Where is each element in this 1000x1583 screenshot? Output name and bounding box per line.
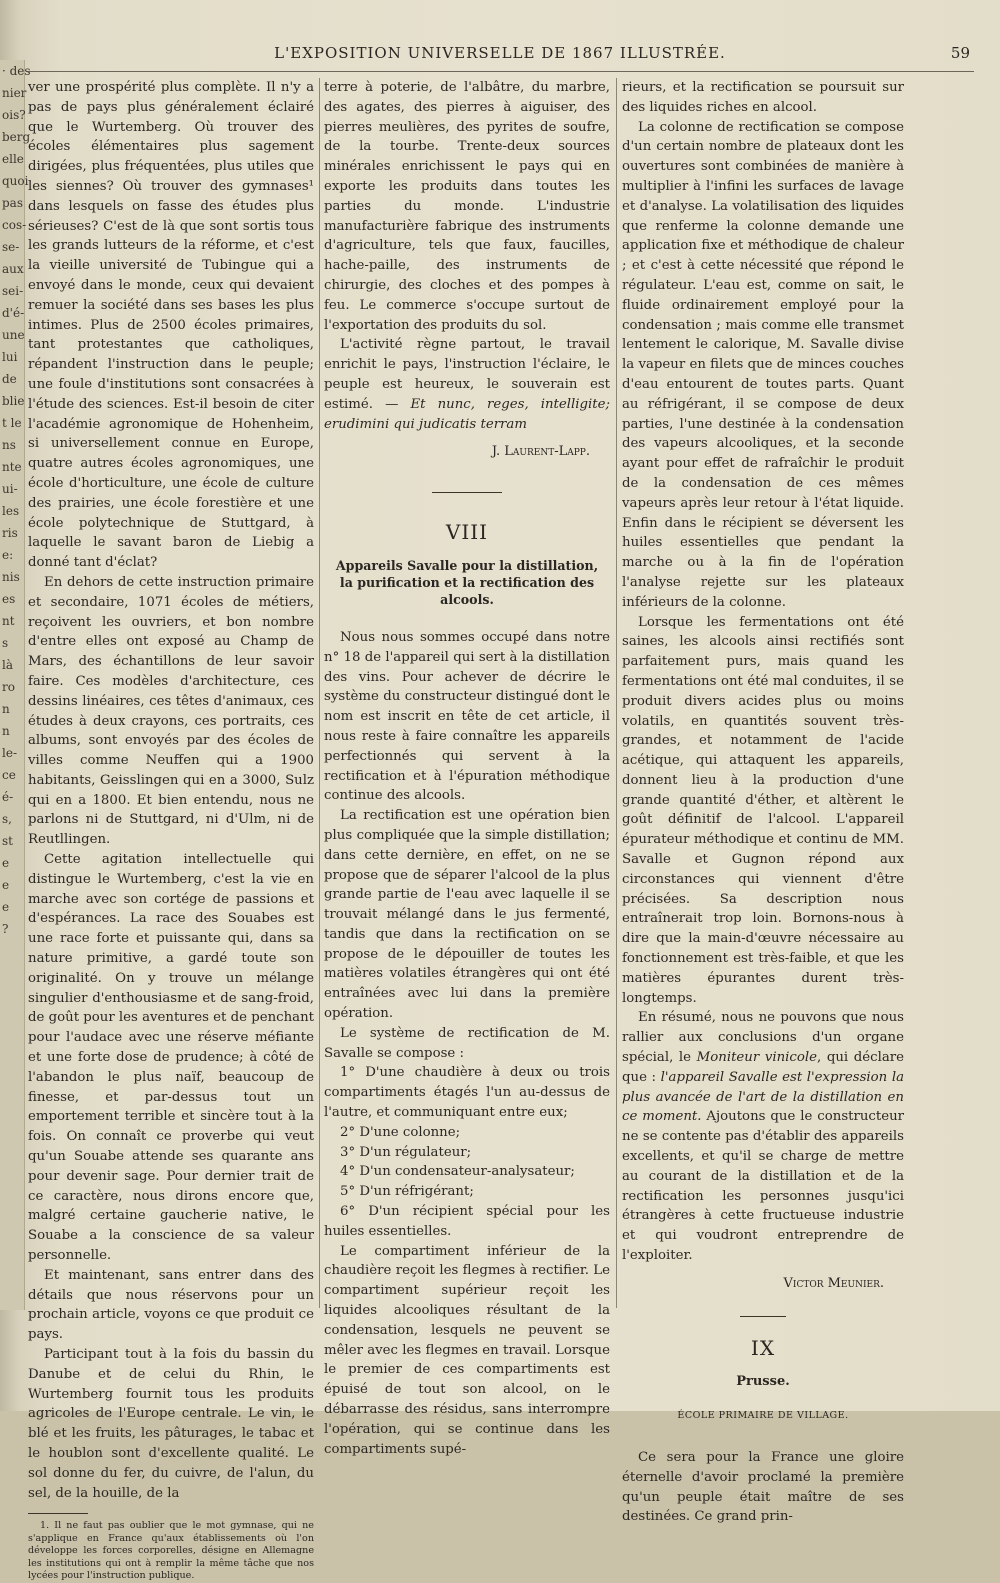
col1-paragraph-5: Participant tout à la fois du bassin du Danube et de celui du Rhin, le Wurtemberg fournit tous les produits agricoles de l'Europe centrale. Le vin, le blé et les fruits, les pâturages, le tabac et le houblon sont d'excellente qualité. Le sol donne du fer, du cuivre, de l'alun, du sel, de la houille, de la — [28, 1347, 314, 1501]
gutter-fragment: e: — [2, 548, 14, 562]
gutter-fragment: st — [2, 834, 13, 848]
gutter-fragment: cos- — [2, 218, 27, 232]
col1-paragraph-1: ver une prospérité plus complète. Il n'y a pas de pays plus généralement éclairé que le Wurtemberg. Où trouver des écoles élémentaires plus sagement dirigées, plus fréquentées, plus utiles que les siennes? Où trouver des gymnases¹ dans lesquels on fasse des études plus sérieuses? C'est de là que sont sortis tous les grands lutteurs de la réforme, et c'est la vieille université de Tubingue qui a envoyé dans le monde, ceux qui devaient remuer la société dans ses bases les plus intimes. Plus de 2500 écoles primaires, tant protestantes que catholiques, répandent l'instruction dans le peuple; une foule d'institutions sont consacrées à l'étude des sciences. Est-il besoin de citer l'académie agronomique de Hohenheim, si universellement connue en Europe, quatre autres écoles agronomiques, une école d'horticulture, une école de culture des prairies, une école forestière et une école polytechnique de Stuttgard, à laquelle le savant baron de Liebig a donné tant d'éclat? — [28, 80, 314, 571]
col3-paragraph-4 — [622, 1008, 904, 1265]
journal-quote: l'appareil Savalle est l'expression la plus avancée de l'art de la distillation en ce moment. — [622, 1069, 904, 1125]
gutter-fragment: s — [2, 636, 9, 650]
running-head — [30, 44, 970, 70]
gutter-fragment: ? — [2, 922, 9, 936]
section-subtitle: ÉCOLE PRIMAIRE DE VILLAGE. — [677, 1410, 849, 1422]
col1-paragraph-2: En dehors de cette instruction primaire et secondaire, 1071 écoles de métiers, reçoivent les ouvriers, et bon nombre d'entre elles ont exposé au Champ de Mars, des échantillons de leur savoir faire. Ces modèles d'architecture, ces dessins linéaires, ces têtes d'animaux, ces études à deux crayons, ces portraits, ces albums, sont envoyés par des écoles de villes comme Neuffen qui a 1900 habitants, Geisslingen qui en a 3000, Sulz qui en a 1800. Et bien entendu, nous ne parlons ni de Stuttgard, ni d'Ulm, ni de Reutllingen. — [28, 574, 314, 848]
list-item: 5° D'un réfrigérant; — [340, 1184, 474, 1200]
section-number-viii: VIII — [445, 520, 489, 545]
col3-paragraph-3: Lorsque les fermentations ont été saines, les alcools ainsi rectifiés sont parfaitement purs, mais quand les fermentations ont été mal conduites, il se produit divers acides plus ou moins volatils, en quantités souvent très-grandes, et notamment de l'acide acétique, qui attaquent les appareils, donnent lieu à la production d'une grande quantité d'éther, et altèrent le goût définitif de l'alcool. L'appareil épurateur méthodique et continu de MM. Savalle et Gugnon répond aux circonstances qui viennent d'être précisées. Sa description nous entraînerait trop loin. Bornons-nous à dire que la main-d'œuvre nécessaire au fonctionnement est très-faible, et que les matières épurantes durent très-longtemps. — [622, 614, 904, 1006]
section-separator — [432, 492, 502, 493]
gutter-fragment: se- — [2, 240, 20, 254]
col3-paragraph-5: Ce sera pour la France une gloire éternelle d'avoir proclamé la première qu'un peuple était maître de ses destinées. Ce grand prin- — [622, 1450, 904, 1525]
col2-paragraph-6: Le compartiment inférieur de la chaudière reçoit les flegmes à rectifier. Le compartiment supérieur reçoit les liquides alcooliques résultant de la condensation, lesquels ne peuvent se mêler avec les flegmes en travail. Lorsque le premier de ces compartiments est épuisé de tout son alcool, on le débarrasse des résidus, sans interrompre l'opération, qui se continue dans les compartiments supé- — [324, 1243, 610, 1457]
gutter-fragment: n — [2, 702, 10, 716]
gutter-fragment: es — [2, 592, 16, 606]
gutter-fragment: sei- — [2, 284, 24, 298]
journal-name: Moniteur vinicole — [696, 1050, 817, 1066]
gutter-fragment: ro — [2, 680, 15, 694]
col3-p4-text-c: Ajoutons que le constructeur ne se contente pas d'établir des appareils excellents, et qu'il se charge de mettre au courant de la distillation et de la rectification les personnes jusqu'ici étrangères à cette fructueuse industrie et qui voudront entreprendre de l'exploiter. — [622, 1109, 904, 1264]
gutter-fragment: n — [2, 724, 10, 738]
header-rule — [28, 71, 974, 72]
col3-p4-text-b: , qui déclare que : — [622, 1050, 904, 1085]
gutter-fragment: e — [2, 856, 10, 870]
col2-paragraph-2-text: L'activité règne partout, le travail enrichit le pays, l'instruction l'éclaire, le peuple est heureux, le souverain est estimé. — — [324, 337, 610, 412]
gutter-fragment: lui — [2, 350, 18, 364]
col3-p4-text-a: En résumé, nous ne pouvons que nous rallier aux conclusions d'un organe spécial, le — [622, 1010, 904, 1066]
section-title-savalle: Appareils Savalle pour la distillation, la purification et la rectification des alcools. — [335, 557, 599, 607]
running-title: L'EXPOSITION UNIVERSELLE DE 1867 ILLUSTRÉE. — [274, 44, 726, 62]
page-number: 59 — [950, 44, 970, 62]
latin-quote: Et nunc, reges, intelligite; erudimini qui judicatis terram — [324, 396, 610, 432]
list-item: 6° D'un récipient spécial pour les huiles essentielles. — [324, 1204, 610, 1239]
col1-paragraph-3: Cette agitation intellectuelle qui distingue le Wurtemberg, c'est la vie en marche avec son cortége de passions et d'espérances. La race des Souabes est une race forte et puissante qui, dans sa nature primitive, a gardé toute son originalité. On y trouve un mélange singulier d'enthousiasme et de sang-froid, de goût pour les aventures et de penchant pour l'audace avec une réserve méfiante et une forte dose de prudence; à côté de l'abandon le plus naïf, beaucoup de finesse, et par-dessus tout un emportement terrible et sincère tout à la fois. On connaît ce proverbe qui veut qu'un Souabe attende ses quarante ans pour devenir sage. Pour dernier trait de ce caractère, nous dirons encore que, malgré certaine gaucherie native, le Souabe a la conscience de sa valeur personnelle. — [28, 852, 314, 1264]
column-3 — [622, 78, 904, 1525]
col2-paragraph-2 — [324, 335, 610, 434]
column-rule-2 — [616, 78, 617, 1308]
gutter-fragment: t le — [2, 416, 22, 430]
signature-victor-meunier: Victor Meunier. — [783, 1275, 884, 1291]
gutter-fragment: ris — [2, 526, 18, 540]
col2-paragraph-4: La rectification est une opération bien plus compliquée que la simple distillation; dans cette dernière, en effet, on ne se propose que de séparer l'alcool de la plus grande partie de l'eau avec laquelle il se trouvait mélangé dans le jus fermenté, tandis que dans la rectification on se propose de le dépouiller de toutes les matières volatiles étrangères qui ont été entraînées avec lui dans la première opération. — [324, 808, 610, 1022]
gutter-fragment: ui- — [2, 482, 18, 496]
list-item: 4° D'un condensateur-analysateur; — [340, 1164, 575, 1180]
gutter-fragment: ce — [2, 768, 16, 782]
adjacent-page-gutter — [0, 60, 31, 1310]
section-number-ix: IX — [750, 1335, 776, 1360]
gutter-fragment: nier — [2, 86, 27, 100]
section-title-prusse: Prusse. — [736, 1374, 790, 1390]
gutter-fragment: les — [2, 504, 20, 518]
gutter-fragment: nt — [2, 614, 15, 628]
gutter-fragment: ns — [2, 438, 16, 452]
signature-laurent-lapp: J. Laurent-Lapp. — [491, 444, 590, 460]
col2-paragraph-1: terre à poterie, de l'albâtre, du marbre, des agates, des pierres à aiguiser, des pierres meulières, des pyrites de soufre, de la tourbe. Trente-deux sources minérales enrichissent le pays qui en exporte les produits dans toutes les parties du monde. L'industrie manufacturière fabrique des instruments d'agriculture, tels que faux, faucilles, hache-paille, des instruments de chirurgie, des cloches et des pompes à feu. Le commerce s'occupe surtout de l'exportation des produits du sol. — [324, 80, 610, 333]
gutter-fragment: pas — [2, 196, 23, 210]
col2-paragraph-5: Le système de rectification de M. Savalle se compose : — [324, 1025, 610, 1061]
gutter-fragment: là — [2, 658, 13, 672]
gutter-fragment: berg — [2, 130, 31, 144]
col3-paragraph-2: La colonne de rectification se compose d'un certain nombre de plateaux dont les ouvertures sont combinées de manière à multiplier à l'infini les surfaces de lavage et d'analyse. La volatilisation des liquides que renferme la colonne demande une application fixe et méthodique de chaleur ; et c'est à cette nécessité que répond le régulateur. L'eau est, comme on sait, le fluide ordinairement employé pour la condensation ; mais comme elle transmet lentement le calorique, M. Savalle divise la vapeur en filets que de minces couches d'eau entourent de toutes parts. Quant au réfrigérant, il se compose de deux parties, l'une destinée à la condensation des vapeurs alcooliques, et la seconde ayant pour effet de rafraîchir le produit de la condensation de ces mêmes vapeurs après leur retour à l'état liquide. Enfin dans le récipient se déversent les huiles essentielles que pendant la marche ou à la fin de l'opération l'analyse rejette sur les plateaux inférieurs de la colonne. — [622, 119, 904, 610]
column-2 — [324, 78, 610, 1457]
list-item: 3° D'un régulateur; — [340, 1144, 472, 1160]
list-item: 1° D'une chaudière à deux ou trois compartiments étagés l'un au-dessus de l'autre, et communiquant entre eux; — [324, 1065, 610, 1121]
gutter-fragment: quoi — [2, 174, 29, 188]
gutter-fragment: nte — [2, 460, 22, 474]
gutter-fragment: s, — [2, 812, 12, 826]
footnote-rule — [28, 1513, 88, 1514]
gutter-fragment: blie — [2, 394, 25, 408]
col3-paragraph-1: rieurs, et la rectification se poursuit sur des liquides riches en alcool. — [622, 80, 904, 115]
gutter-fragment: e — [2, 878, 10, 892]
list-item: 2° D'une colonne; — [340, 1124, 461, 1140]
gutter-fragment: le- — [2, 746, 17, 760]
section-separator — [740, 1316, 786, 1317]
gutter-fragment: d'é- — [2, 306, 25, 320]
column-rule-1 — [319, 78, 320, 1308]
gutter-fragment: e — [2, 900, 10, 914]
col1-paragraph-4: Et maintenant, sans entrer dans des détails que nous réservons pour un prochain article, voyons ce que produit ce pays. — [28, 1267, 314, 1343]
column-1 — [28, 78, 314, 1582]
gutter-fragment: nis — [2, 570, 20, 584]
gutter-fragment: ois? — [2, 108, 26, 122]
gutter-fragment: de — [2, 372, 17, 386]
gutter-fragment: une — [2, 328, 25, 342]
gutter-fragment: elle — [2, 152, 24, 166]
footnote: 1. Il ne faut pas oublier que le mot gymnase, qui ne s'applique en France qu'aux établissements où l'on développe les forces corporelles, désigne en Allemagne les institutions qui ont à remplir la même tâche que nos lycées pour l'instruction publique. — [28, 1520, 314, 1582]
gutter-fragment: aux — [2, 262, 24, 276]
gutter-fragment: · des — [2, 64, 31, 78]
col2-paragraph-3: Nous nous sommes occupé dans notre n° 18 de l'appareil qui sert à la distillation des vins. Pour achever de décrire le système du constructeur distingué dont le nom est inscrit en tête de cet article, il nous reste à faire connaître les appareils perfectionnés qui servent à la rectification et à l'épuration méthodique continue des alcools. — [324, 629, 610, 804]
gutter-fragment: é- — [2, 790, 14, 804]
